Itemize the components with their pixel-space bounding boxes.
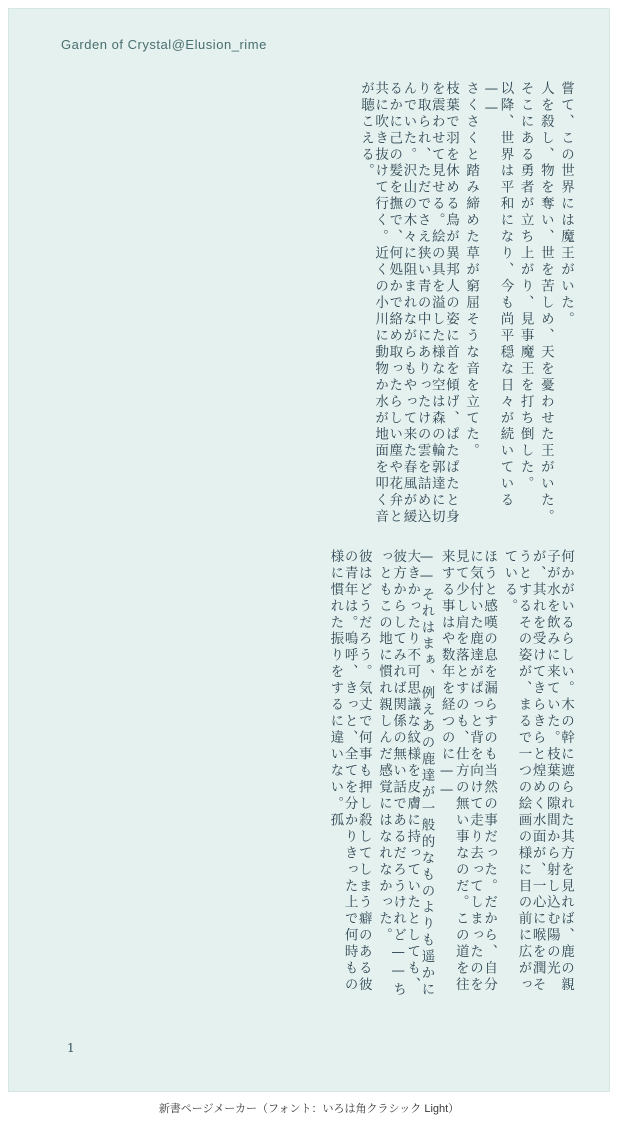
text-column: 人を殺し、物を奪い、世を苦しめ、天を憂わせた王がいた。 (537, 81, 554, 526)
vertical-text-block-bottom (49, 549, 573, 1009)
text-column: 枝葉で羽を休める鳥が異邦人の姿に首を傾げ、ぱたぱたと身を震わせて見せる。絵の具を溢した様な空は森の輪郭達に切り取られ、ただでさえ狭い青の中にありったけの雲を詰め込んでいた。沢山の木々に阻まれながらもやって来た春風が緩るかに己の髪を撫で、何処かで絡め取ったらしい塵や花弁と共に吹き抜けて行く。近くの小川に動物か水が地面を叩く音が聴こえる。 (357, 81, 459, 526)
text-column: そこにある勇者が立ち上がり、見事魔王を打ち倒した。 (517, 81, 534, 493)
page-number: 1 (67, 1041, 75, 1055)
text-column: 彼はどうだろう。気丈で何事も押し殺してしまう癖のある彼の青年は。嗚呼、きっと、全てを分かりきった上で何時もの様に慣れた振りをするに違いない。孤 (327, 549, 372, 994)
text-column: 以降、世界は平和になり、今も尚平穏な日々が続いている—— (483, 81, 514, 510)
footer-caption: 新書ページメーカー（フォント：いろは角クラシック Light） (158, 1103, 460, 1115)
text-column: 嘗て、この世界には魔王がいた。 (558, 81, 574, 329)
text-column: ——それはまぁ、例えあの鹿達が一般的なものよりも遥かに大きかったり不可思議な紋様を皮膚に持っていたとしても、彼方からしてみれば関係の無い話であるだろうけれど——ちっともこの地に慣れ親しんだ感覚にはなれなかった。 (375, 549, 435, 999)
text-column: さくさくと踏み締めた草が窮屈そうな音を立てた。 (463, 81, 480, 460)
text-column: 何かがいるらしい。木の幹に遮られた其方を見れば、鹿の親子が水を飲みに来ていた。枝葉の隙間から射し込む陽の光が、其れを受けてきらきらと煌めく水面が、一心に喉を潤そうとするその姿が、まるで一つの絵画の様に目の前に広がっている。 (501, 549, 574, 994)
novel-page-sheet (8, 8, 610, 1092)
vertical-text-block-top (49, 81, 573, 531)
page-title: Garden of Crystal@Elusion_rime (61, 37, 267, 52)
text-column: ほうと感嘆の息を漏らすのも当然の事だった。だから、自分に気付いた鹿達がぱっと背を向けて走り去ってしまったのを見て少し肩を落とすのも、仕方の無い事なのだ。この道を往来する事はや数年を経つのに—— (438, 549, 498, 994)
